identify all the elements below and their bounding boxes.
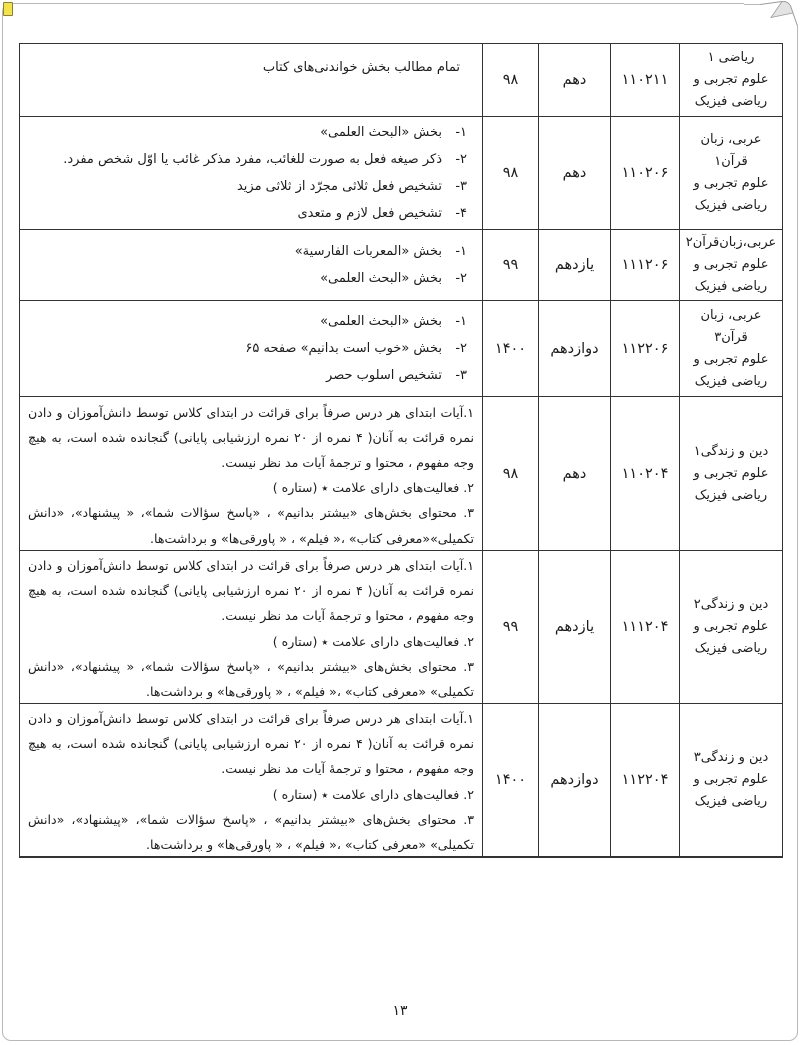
- course-name-line: ریاضی فیزیک: [694, 279, 768, 294]
- grade-cell: دهم: [539, 44, 611, 117]
- content-line: [32, 308, 467, 335]
- item-number: ۲-: [455, 271, 467, 286]
- grade-cell: یازدهم: [539, 551, 611, 704]
- exam-year-cell: ۹۸: [483, 117, 539, 230]
- item-text: بخش «المعربات الفارسیة»: [294, 244, 442, 259]
- course-name-line: علوم تجربی و: [693, 176, 769, 191]
- content-line: [32, 146, 467, 173]
- content-line: ۳. محتوای بخش‌های «بیشتر بدانیم» ، «پاسخ سؤالات شما»، « پیشنهاد»، «دانش تکمیلی» «معرفی کتاب» ،« فیلم» ، « پاورقی‌ها» و برداشت‌ها.: [28, 658, 474, 700]
- content-line: [32, 362, 467, 389]
- content-lines: [32, 308, 467, 389]
- item-text: تشخیص فعل ثلاثی مجرّد از ثلاثی مزید: [236, 179, 442, 194]
- item-text: تشخیص اسلوب حصر: [326, 368, 442, 383]
- content-line: ۱.آیات ابتدای هر درس صرفاً برای قرائت در ابتدای کلاس توسط دانش‌آموزان و دادن نمره قرائت به آنان( ۴ نمره از ۲۰ نمره ارزشیابی پایانی) گنجانده شده است، به هیچ وجه مفهوم ، محتوا و ترجمهٔ آیات مد نظر نیست.: [28, 558, 474, 624]
- table-row: [20, 230, 783, 301]
- content-cell: [20, 301, 483, 397]
- item-number: ۱-: [455, 244, 467, 259]
- table-row: [20, 117, 783, 230]
- content-cell: [20, 397, 483, 551]
- course-name-cell: [680, 397, 783, 551]
- content-lines: [28, 706, 474, 854]
- course-name-line: ریاضی ۱: [707, 50, 755, 65]
- course-name-line: علوم تجربی و: [693, 465, 769, 481]
- course-name-line: علوم تجربی و: [693, 72, 769, 87]
- grade-cell: دوازدهم: [539, 301, 611, 397]
- exam-year-cell: ۱۴۰۰: [483, 704, 539, 858]
- content-line: ۲. فعالیت‌های دارای علامت ٭ (ستاره ): [272, 633, 474, 649]
- grade-cell: دوازدهم: [539, 704, 611, 858]
- course-name-cell: [680, 117, 783, 230]
- course-code-cell: ۱۱۲۲۰۶: [611, 301, 680, 397]
- course-name-line: ریاضی فیزیک: [694, 94, 768, 109]
- course-name-cell: [680, 301, 783, 397]
- exam-year-cell: ۹۸: [483, 44, 539, 117]
- exam-year-cell: ۹۹: [483, 230, 539, 301]
- course-name-cell: [680, 230, 783, 301]
- course-code-cell: ۱۱۱۲۰۴: [611, 551, 680, 704]
- content-line: [32, 173, 467, 200]
- content-line: ۳. محتوای بخش‌های «بیشتر بدانیم» ، «پاسخ سؤالات شما»، «پیشنهاد»، «دانش تکمیلی» «معرفی کتاب» ،« فیلم» ، « پاورقی‌ها» و برداشت‌ها.: [28, 811, 474, 853]
- exam-year-cell: ۹۸: [483, 397, 539, 551]
- yellow-tag-icon: [3, 2, 13, 16]
- course-name-line: دین و زندگی۳: [693, 750, 769, 765]
- course-name-line: ریاضی فیزیک: [694, 641, 768, 656]
- table-row: [20, 551, 783, 704]
- content-lines: [32, 58, 460, 78]
- course-code-cell: ۱۱۲۲۰۴: [611, 704, 680, 858]
- content-line: ۱.آیات ابتدای هر درس صرفاً برای قرائت در ابتدای کلاس توسط دانش‌آموزان و دادن نمره قرائت به آنان( ۴ نمره از ۲۰ نمره ارزشیابی پایانی) گنجانده شده است، به هیچ وجه مفهوم ، محتوا و ترجمهٔ آیات مد نظر نیست.: [28, 404, 474, 470]
- course-name-line: علوم تجربی و: [693, 619, 769, 634]
- course-name-line: عربی، زبان: [700, 307, 762, 323]
- item-number: ۲-: [455, 152, 467, 167]
- content-line: [32, 265, 467, 292]
- grade-cell: دهم: [539, 117, 611, 230]
- item-text: بخش «البحث العلمی»: [320, 271, 442, 286]
- course-name-cell: [680, 704, 783, 858]
- course-name-line: ریاضی فیزیک: [694, 794, 768, 809]
- page-number: ۱۳: [392, 1003, 408, 1019]
- table-row: [20, 704, 783, 858]
- grade-cell: دهم: [539, 397, 611, 551]
- course-name-line: علوم تجربی و: [693, 772, 769, 787]
- content-lines: [32, 238, 467, 292]
- content-cell: [20, 44, 483, 117]
- content-lines: [28, 400, 474, 548]
- content-line: ۱.آیات ابتدای هر درس صرفاً برای قرائت در ابتدای کلاس توسط دانش‌آموزان و دادن نمره قرائت به آنان( ۴ نمره از ۲۰ نمره ارزشیابی پایانی) گنجانده شده است، به هیچ وجه مفهوم ، محتوا و ترجمهٔ آیات مد نظر نیست.: [28, 711, 474, 777]
- content-line: تمام مطالب بخش خواندنی‌های کتاب: [262, 60, 460, 75]
- exam-year-cell: ۱۴۰۰: [483, 301, 539, 397]
- course-name-line: دین و زندگی۱: [693, 443, 769, 459]
- item-number: ۴-: [455, 206, 467, 221]
- course-name-line: علوم تجربی و: [693, 351, 769, 367]
- content-line: ۳. محتوای بخش‌های «بیشتر بدانیم» ، «پاسخ سؤالات شما»، « پیشنهاد»، «دانش تکمیلی»«معرفی کتاب» ،« فیلم» ، « پاورقی‌ها» و برداشت‌ها.: [28, 505, 474, 546]
- item-number: ۳-: [455, 368, 467, 383]
- content-lines: [28, 553, 474, 701]
- item-text: تشخیص فعل لازم و متعدی: [297, 206, 442, 221]
- course-name-cell: [680, 551, 783, 704]
- item-text: بخش «البحث العلمی»: [320, 314, 442, 329]
- table-row: [20, 44, 783, 117]
- course-name-line: دین و زندگی۲: [693, 597, 769, 612]
- content-line: [32, 238, 467, 265]
- course-name-line: قرآن۱: [714, 154, 748, 169]
- item-number: ۱-: [455, 314, 467, 329]
- content-line: [32, 119, 467, 146]
- course-code-cell: ۱۱۰۲۱۱: [611, 44, 680, 117]
- table-row: [20, 397, 783, 551]
- table-row: [20, 301, 783, 397]
- exam-year-cell: ۹۹: [483, 551, 539, 704]
- course-code-cell: ۱۱۱۲۰۶: [611, 230, 680, 301]
- content-lines: [32, 119, 467, 227]
- content-cell: [20, 551, 483, 704]
- item-number: ۱-: [455, 125, 467, 140]
- course-name-line: قرآن۳: [714, 329, 748, 345]
- item-text: ذکر صیغه فعل به صورت للغائب، مفرد مذکر غائب یا اوّل شخص مفرد.: [63, 152, 442, 167]
- exam-sources-table: [19, 43, 783, 858]
- content-line: [32, 200, 467, 227]
- item-text: بخش «خوب است بدانیم» صفحه ۶۵: [245, 341, 442, 356]
- course-name-line: عربی، زبان: [700, 132, 762, 147]
- item-number: ۳-: [455, 179, 467, 194]
- course-name-line: علوم تجربی و: [693, 257, 769, 272]
- content-line: ۲. فعالیت‌های دارای علامت ٭ (ستاره ): [272, 786, 474, 802]
- course-code-cell: ۱۱۰۲۰۶: [611, 117, 680, 230]
- course-name-cell: [680, 44, 783, 117]
- content-cell: [20, 230, 483, 301]
- item-number: ۲-: [455, 341, 467, 356]
- course-name-line: ریاضی فیزیک: [694, 373, 768, 389]
- content-cell: [20, 117, 483, 230]
- content-line: ۲. فعالیت‌های دارای علامت ٭ (ستاره ): [272, 480, 474, 496]
- item-text: بخش «البحث العلمی»: [320, 125, 442, 140]
- course-name-line: ریاضی فیزیک: [694, 487, 768, 503]
- course-code-cell: ۱۱۰۲۰۴: [611, 397, 680, 551]
- grade-cell: یازدهم: [539, 230, 611, 301]
- course-name-line: ریاضی فیزیک: [694, 198, 768, 213]
- course-name-line: عربی،زبان‌قرآن۲: [685, 235, 777, 250]
- content-line: [32, 335, 467, 362]
- content-cell: [20, 704, 483, 858]
